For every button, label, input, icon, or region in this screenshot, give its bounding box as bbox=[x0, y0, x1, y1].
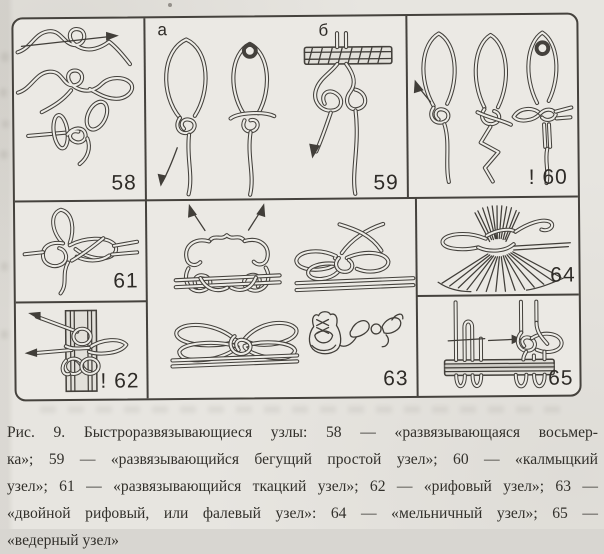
panel-62 bbox=[16, 302, 147, 399]
paper-speck bbox=[168, 3, 172, 7]
panel-60-number: ! 60 bbox=[528, 165, 568, 189]
paper-smudge bbox=[1, 52, 9, 62]
paper-smudge bbox=[1, 330, 8, 339]
panel-60 bbox=[407, 15, 578, 197]
ink-bleedthrough bbox=[40, 406, 560, 413]
paper-smudge bbox=[0, 150, 8, 159]
panel-62-number: ! 62 bbox=[100, 369, 140, 393]
panel-59-sublabel-a: а bbox=[157, 20, 167, 40]
paper-smudge bbox=[0, 88, 7, 97]
panel-59 bbox=[145, 16, 407, 199]
caption-line: «ведерный узел» bbox=[7, 532, 119, 549]
panel-65-number: 65 bbox=[548, 366, 574, 390]
caption-line: «двойной рифовый, или фалевый узел»: 64 — «мельничный узел»; 65 — bbox=[7, 505, 598, 522]
caption-line: ка»; 59 — «развязывающийся бегущий простой узел»; 60 — «калмыцкий bbox=[7, 451, 598, 468]
caption-line: Рис. 9. Быстроразвязывающиеся узлы: 58 — «развязывающаяся восьмер- bbox=[7, 424, 598, 441]
panel-63-number: 63 bbox=[383, 367, 409, 391]
panel-61 bbox=[15, 201, 146, 301]
panel-63 bbox=[147, 199, 417, 398]
panel-64 bbox=[417, 198, 579, 295]
panel-58 bbox=[13, 18, 145, 200]
panel-58-number: 58 bbox=[111, 171, 137, 195]
knot-illustration-63 bbox=[147, 199, 417, 398]
paper-smudge bbox=[1, 262, 8, 271]
figure-9-frame bbox=[11, 13, 581, 402]
caption-line: узел»; 61 — «развязывающийся ткацкий узел»; 62 — «рифовый узел»; 63 — bbox=[7, 478, 598, 495]
knot-illustration-59 bbox=[145, 16, 407, 199]
panel-65 bbox=[418, 296, 580, 396]
panel-64-number: 64 bbox=[550, 263, 576, 287]
panel-61-number: 61 bbox=[113, 269, 139, 293]
panel-59-number: 59 bbox=[373, 171, 399, 195]
paper-smudge bbox=[2, 120, 9, 128]
panel-59-sublabel-b: б bbox=[318, 20, 329, 40]
figure-caption bbox=[7, 419, 598, 554]
